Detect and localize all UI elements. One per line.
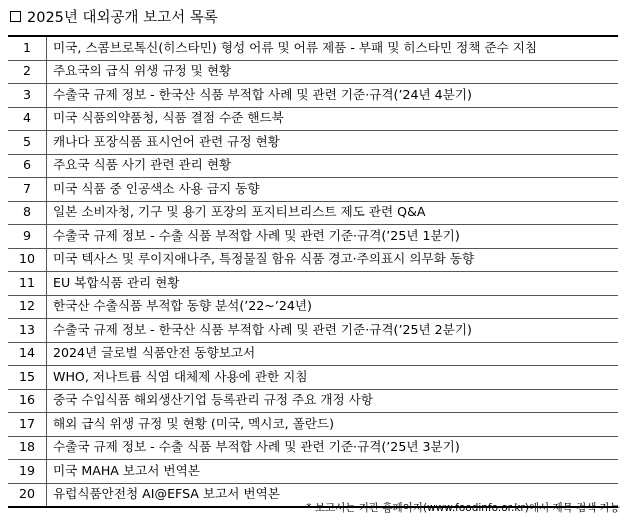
report-number: 16 — [8, 389, 47, 413]
report-number: 1 — [8, 36, 47, 60]
report-title: 미국 텍사스 및 루이지애나주, 특정물질 함유 식품 경고·주의표시 의무화 동향 — [47, 248, 619, 272]
report-title: 수출국 규제 정보 - 수출 식품 부적합 사례 및 관련 기준·규격(’25년 3분기) — [47, 436, 619, 460]
table-row — [8, 131, 618, 155]
report-number: 14 — [8, 342, 47, 366]
report-title: 2024년 글로벌 식품안전 동향보고서 — [47, 342, 619, 366]
report-number: 15 — [8, 366, 47, 390]
report-number: 18 — [8, 436, 47, 460]
report-title: 수출국 규제 정보 - 수출 식품 부적합 사례 및 관련 기준·규격(’25년 1분기) — [47, 225, 619, 249]
report-title: 주요국 식품 사기 관련 관리 현황 — [47, 154, 619, 178]
report-number: 8 — [8, 201, 47, 225]
report-number: 11 — [8, 272, 47, 296]
report-title: 캐나다 포장식품 표시언어 관련 규정 현황 — [47, 131, 619, 155]
report-title: 일본 소비자청, 기구 및 용기 포장의 포지티브리스트 제도 관련 Q&A — [47, 201, 619, 225]
table-row — [8, 60, 618, 84]
report-number: 17 — [8, 413, 47, 437]
report-number: 2 — [8, 60, 47, 84]
report-title: 주요국의 급식 위생 규정 및 현황 — [47, 60, 619, 84]
report-number: 12 — [8, 295, 47, 319]
table-row — [8, 319, 618, 343]
table-row — [8, 154, 618, 178]
report-number: 20 — [8, 483, 47, 507]
table-row — [8, 436, 618, 460]
table-row — [8, 107, 618, 131]
report-number: 5 — [8, 131, 47, 155]
report-number: 6 — [8, 154, 47, 178]
report-number: 19 — [8, 460, 47, 484]
table-row — [8, 342, 618, 366]
report-number: 13 — [8, 319, 47, 343]
table-row — [8, 225, 618, 249]
table-row — [8, 413, 618, 437]
page-title — [10, 5, 218, 27]
report-title: 미국 식품의약품청, 식품 결점 수준 핸드북 — [47, 107, 619, 131]
report-title: EU 복합식품 관리 현황 — [47, 272, 619, 296]
report-title: 해외 급식 위생 규정 및 현황 (미국, 멕시코, 폴란드) — [47, 413, 619, 437]
report-number: 3 — [8, 84, 47, 108]
table-row — [8, 178, 618, 202]
report-title: 수출국 규제 정보 - 한국산 식품 부적합 사례 및 관련 기준·규격(’24년 4분기) — [47, 84, 619, 108]
report-number: 4 — [8, 107, 47, 131]
table-row — [8, 295, 618, 319]
report-number: 9 — [8, 225, 47, 249]
table-row — [8, 460, 618, 484]
report-list-table — [8, 35, 618, 508]
report-title: 유럽식품안전청 AI@EFSA 보고서 번역본 — [47, 483, 619, 507]
page-title-text: 2025년 대외공개 보고서 목록 — [27, 9, 218, 26]
checkbox-square-icon — [10, 11, 21, 22]
report-title: 미국, 스콤브로톡신(히스타민) 형성 어류 및 어류 제품 - 부패 및 히스타민 정책 준수 지침 — [47, 36, 619, 60]
table-row — [8, 201, 618, 225]
report-title: 한국산 수출식품 부적합 동향 분석(’22~’24년) — [47, 295, 619, 319]
report-title: 미국 식품 중 인공색소 사용 금지 동향 — [47, 178, 619, 202]
footnote: * 보고서는 기관 홈페이지(www.foodinfo.or.kr)에서 제목 검색 가능 — [306, 502, 620, 514]
report-number: 10 — [8, 248, 47, 272]
table-row — [8, 84, 618, 108]
table-row — [8, 389, 618, 413]
report-title: 중국 수입식품 해외생산기업 등록관리 규정 주요 개정 사항 — [47, 389, 619, 413]
table-row — [8, 366, 618, 390]
report-list-body — [8, 36, 618, 507]
report-title: 수출국 규제 정보 - 한국산 식품 부적합 사례 및 관련 기준·규격(’25년 2분기) — [47, 319, 619, 343]
table-row — [8, 36, 618, 60]
report-title: WHO, 저나트륨 식염 대체제 사용에 관한 지침 — [47, 366, 619, 390]
table-row — [8, 248, 618, 272]
report-title: 미국 MAHA 보고서 번역본 — [47, 460, 619, 484]
report-number: 7 — [8, 178, 47, 202]
table-row — [8, 272, 618, 296]
